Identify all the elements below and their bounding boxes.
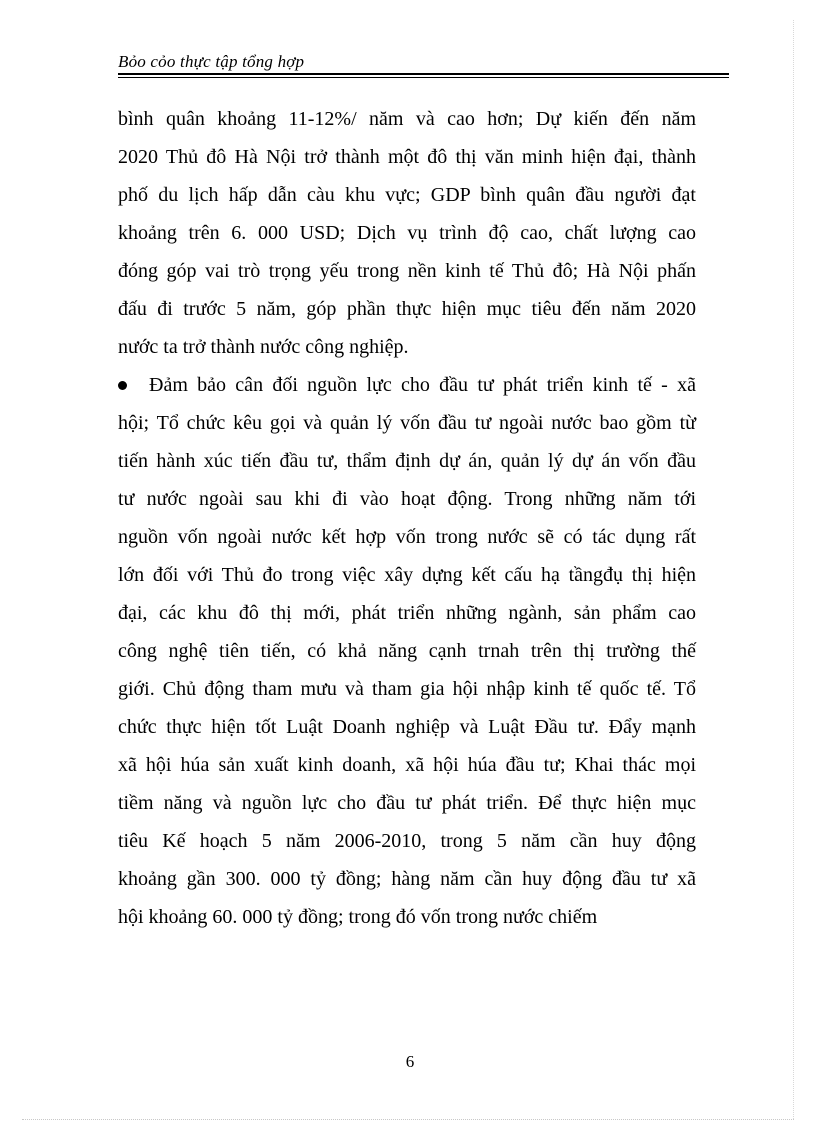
bullet-icon	[118, 381, 127, 390]
text-line: khoảng trên 6. 000 USD; Dịch vụ trình độ cao, chất lượng cao	[118, 222, 696, 244]
text-line: nước ta trở thành nước công nghiệp.	[118, 336, 409, 358]
text-line: đấu đi trước 5 năm, góp phần thực hiện mục tiêu đến năm 2020	[118, 298, 696, 320]
text-line: tư nước ngoài sau khi đi vào hoạt động. Trong những năm tới	[118, 488, 696, 510]
header-rule-thin	[118, 77, 729, 78]
text-line: 2020 Thủ đô Hà Nội trở thành một đô thị văn minh hiện đại, thành	[118, 146, 696, 168]
header-title: Bỏo cỏo thực tập tổng hợp	[118, 52, 305, 71]
text-line: Đảm bảo cân đối nguồn lực cho đầu tư phát triển kinh tế - xã	[149, 374, 696, 396]
page-border-bottom	[22, 1119, 794, 1120]
text-line: xã hội húa sản xuất kinh doanh, xã hội húa đầu tư; Khai thác mọi	[118, 754, 696, 776]
text-line: phố du lịch hấp dẫn càu khu vực; GDP bình quân đầu người đạt	[118, 184, 696, 206]
page-number: 6	[405, 1052, 415, 1071]
text-line: đóng góp vai trò trọng yếu trong nền kinh tế Thủ đô; Hà Nội phấn	[118, 260, 696, 282]
paragraph-1	[118, 100, 696, 366]
text-line: đại, các khu đô thị mới, phát triển những ngành, sản phẩm cao	[118, 602, 696, 624]
body-text	[118, 100, 696, 936]
text-line: tiến hành xúc tiến đầu tư, thẩm định dự án, quản lý dự án vốn đầu	[118, 450, 696, 472]
text-line: bình quân khoảng 11-12%/ năm và cao hơn; Dự kiến đến năm	[118, 108, 696, 130]
text-line: khoảng gần 300. 000 tỷ đồng; hàng năm cần huy động đầu tư xã	[118, 868, 696, 890]
text-line: hội; Tổ chức kêu gọi và quản lý vốn đầu tư ngoài nước bao gồm từ	[118, 412, 696, 434]
text-line: nguồn vốn ngoài nước kết hợp vốn trong nước sẽ có tác dụng rất	[118, 526, 696, 548]
text-line: giới. Chủ động tham mưu và tham gia hội nhập kinh tế quốc tế. Tổ	[118, 678, 696, 700]
bullet-item	[118, 366, 696, 404]
text-line: công nghệ tiên tiến, có khả năng cạnh trnah trên thị trường thế	[118, 640, 696, 662]
page-border-right	[793, 20, 794, 1119]
paragraph-2	[118, 366, 696, 936]
header-rule-thick	[118, 73, 729, 75]
text-line: chức thực hiện tốt Luật Doanh nghiệp và Luật Đầu tư. Đẩy mạnh	[118, 716, 696, 738]
text-line: lớn đối với Thủ đo trong việc xây dựng kết cấu hạ tầngđụ thị hiện	[118, 564, 696, 586]
text-line: tiềm năng và nguồn lực cho đầu tư phát triển. Để thực hiện mục	[118, 792, 696, 814]
text-line: tiêu Kế hoạch 5 năm 2006-2010, trong 5 năm cần huy động	[118, 830, 696, 852]
page-header	[118, 52, 729, 72]
text-line: hội khoảng 60. 000 tỷ đồng; trong đó vốn trong nước chiếm	[118, 906, 598, 928]
